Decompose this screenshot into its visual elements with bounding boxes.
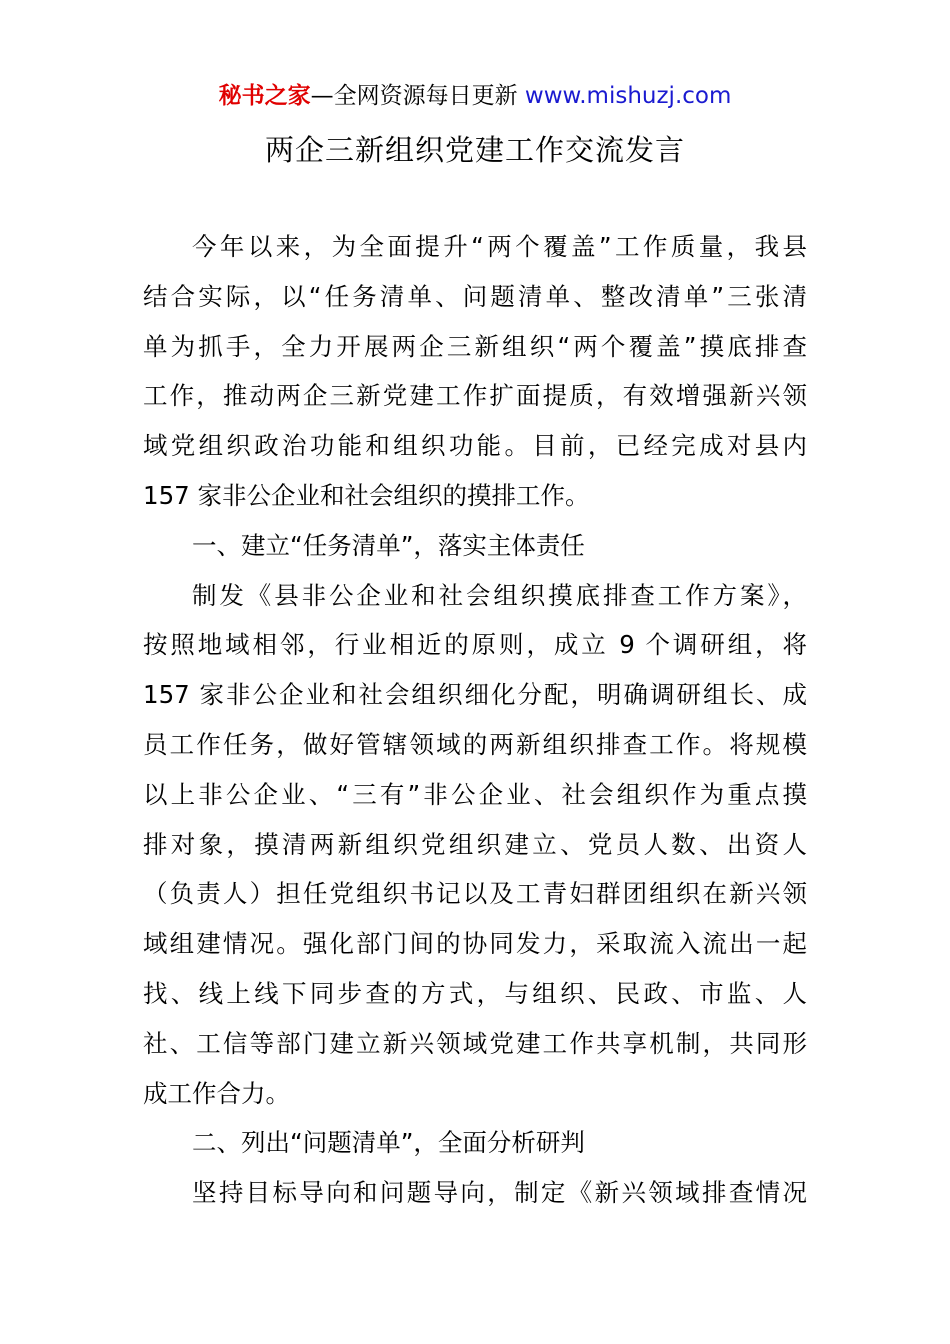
section-heading: 二、列出“问题清单”，全面分析研判: [192, 1128, 585, 1158]
paragraph-line: 社、工信等部门建立新兴领域党建工作共享机制，共同形: [143, 1028, 807, 1058]
paragraph-line: 结合实际，以“任务清单、问题清单、整改清单”三张清: [143, 281, 807, 311]
paragraph-line: 157 家非公企业和社会组织的摸排工作。: [143, 480, 590, 510]
brand-name: 秘书之家: [218, 83, 311, 109]
site-url-link[interactable]: www.mishuzj.com: [524, 83, 732, 109]
paragraph-line: 以上非公企业、“三有”非公企业、社会组织作为重点摸: [143, 779, 807, 809]
paragraph-line: 坚持目标导向和问题导向，制定《新兴领域排查情况: [192, 1178, 807, 1208]
paragraph-line: 制发《县非公企业和社会组织摸底排查工作方案》，: [192, 580, 807, 610]
paragraph-line: 成工作合力。: [143, 1078, 290, 1108]
site-header: [0, 80, 950, 112]
paragraph-line: （负责人）担任党组织书记以及工青妇群团组织在新兴领: [143, 879, 807, 909]
paragraph-line: 员工作任务，做好管辖领域的两新组织排查工作。将规模: [143, 729, 807, 759]
paragraph-line: 域组建情况。强化部门间的协同发力，采取流入流出一起: [143, 929, 807, 959]
paragraph-line: 单为抓手，全力开展两企三新组织“两个覆盖”摸底排查: [143, 331, 807, 361]
paragraph-line: 157 家非公企业和社会组织细化分配，明确调研组长、成: [143, 680, 807, 710]
document-body: [143, 222, 807, 1218]
section-heading: 一、建立“任务清单”，落实主体责任: [192, 530, 585, 560]
header-tagline: —全网资源每日更新: [310, 83, 518, 109]
paragraph-line: 排对象，摸清两新组织党组织建立、党员人数、出资人: [143, 829, 807, 859]
paragraph-line: 工作，推动两企三新党建工作扩面提质，有效增强新兴领: [143, 381, 807, 411]
paragraph-line: 按照地域相邻，行业相近的原则，成立 9 个调研组，将: [143, 630, 807, 660]
paragraph-line: 今年以来，为全面提升“两个覆盖”工作质量，我县: [192, 232, 807, 261]
paragraph-line: 找、线上线下同步查的方式，与组织、民政、市监、人: [143, 978, 807, 1008]
document-title: 两企三新组织党建工作交流发言: [264, 133, 685, 167]
paragraph-line: 域党组织政治功能和组织功能。目前，已经完成对县内: [143, 431, 807, 461]
